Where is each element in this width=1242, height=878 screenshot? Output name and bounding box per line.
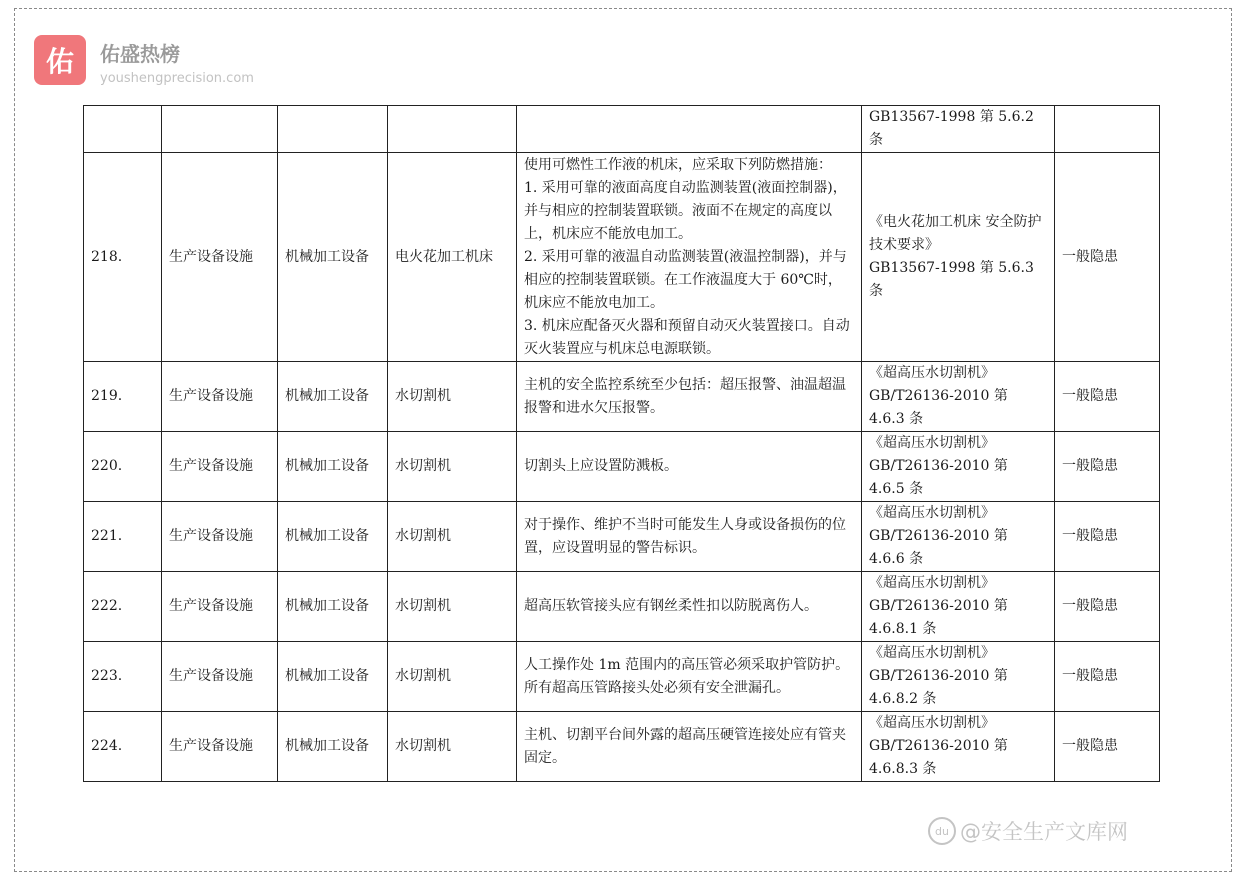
table-row [84, 572, 1160, 642]
cell-no: 223. [84, 642, 162, 712]
cell-subcategory: 机械加工设备 [278, 502, 388, 572]
cell-category: 生产设备设施 [162, 432, 278, 502]
cell-level: 一般隐患 [1055, 362, 1160, 432]
table-row [84, 712, 1160, 782]
cell-subcategory: 机械加工设备 [278, 572, 388, 642]
cell-category: 生产设备设施 [162, 712, 278, 782]
cell-category [162, 106, 278, 153]
cell-basis: GB13567-1998 第 5.6.2 条 [862, 106, 1055, 153]
cell-equipment: 水切割机 [388, 572, 517, 642]
cell-no: 221. [84, 502, 162, 572]
cell-category: 生产设备设施 [162, 572, 278, 642]
cell-level: 一般隐患 [1055, 712, 1160, 782]
cell-equipment [388, 106, 517, 153]
cell-equipment: 水切割机 [388, 432, 517, 502]
cell-basis: 《超高压水切割机》 GB/T26136-2010 第 4.6.6 条 [862, 502, 1055, 572]
cell-requirement: 主机、切割平台间外露的超高压硬管连接处应有管夹固定。 [517, 712, 862, 782]
cell-basis: 《超高压水切割机》 GB/T26136-2010 第 4.6.5 条 [862, 432, 1055, 502]
cell-category: 生产设备设施 [162, 153, 278, 362]
table-row [84, 153, 1160, 362]
hazard-table [83, 105, 1160, 782]
cell-basis: 《超高压水切割机》 GB/T26136-2010 第 4.6.8.1 条 [862, 572, 1055, 642]
cell-category: 生产设备设施 [162, 502, 278, 572]
cell-no: 218. [84, 153, 162, 362]
cell-requirement: 使用可燃性工作液的机床，应采取下列防燃措施： 1. 采用可靠的液面高度自动监测装置(液面控制器)，并与相应的控制装置联锁。液面不在规定的高度以上，机床应不能放电加工。 2. 采用可靠的液温自动监测装置(液温控制器)，并与相应的控制装置联锁。在工作液温度大于 60℃时，机床应不能放电加工。 3. 机床应配备灭火器和预留自动灭火装置接口。自动灭火装置应与机床总电源联锁。 [517, 153, 862, 362]
cell-equipment: 水切割机 [388, 362, 517, 432]
cell-no: 224. [84, 712, 162, 782]
cell-requirement [517, 106, 862, 153]
cell-subcategory: 机械加工设备 [278, 642, 388, 712]
cell-level: 一般隐患 [1055, 642, 1160, 712]
cell-equipment: 水切割机 [388, 642, 517, 712]
cell-subcategory: 机械加工设备 [278, 712, 388, 782]
cell-requirement: 切割头上应设置防溅板。 [517, 432, 862, 502]
cell-level: 一般隐患 [1055, 432, 1160, 502]
cell-basis: 《超高压水切割机》 GB/T26136-2010 第 4.6.8.2 条 [862, 642, 1055, 712]
cell-equipment: 水切割机 [388, 712, 517, 782]
cell-requirement: 主机的安全监控系统至少包括：超压报警、油温超温报警和进水欠压报警。 [517, 362, 862, 432]
cell-subcategory: 机械加工设备 [278, 432, 388, 502]
table-row [84, 502, 1160, 572]
table-row-continuation [84, 106, 1160, 153]
cell-equipment: 水切割机 [388, 502, 517, 572]
table-row [84, 432, 1160, 502]
brand-logo-icon: 佑 [34, 35, 86, 85]
cell-category: 生产设备设施 [162, 362, 278, 432]
cell-subcategory: 机械加工设备 [278, 362, 388, 432]
cell-no: 219. [84, 362, 162, 432]
cell-level [1055, 106, 1160, 153]
du-paw-icon: du [928, 817, 956, 845]
cell-level: 一般隐患 [1055, 502, 1160, 572]
cell-no: 220. [84, 432, 162, 502]
cell-level: 一般隐患 [1055, 572, 1160, 642]
watermark [928, 816, 1128, 846]
cell-no [84, 106, 162, 153]
cell-subcategory [278, 106, 388, 153]
cell-basis: 《超高压水切割机》 GB/T26136-2010 第 4.6.8.3 条 [862, 712, 1055, 782]
brand-name: 佑盛热榜 [100, 42, 180, 66]
cell-requirement: 对于操作、维护不当时可能发生人身或设备损伤的位置，应设置明显的警告标识。 [517, 502, 862, 572]
cell-equipment: 电火花加工机床 [388, 153, 517, 362]
cell-category: 生产设备设施 [162, 642, 278, 712]
table-row [84, 642, 1160, 712]
watermark-text: @安全生产文库网 [960, 820, 1128, 844]
cell-requirement: 人工操作处 1m 范围内的高压管必须采取护管防护。所有超高压管路接头处必须有安全泄漏孔。 [517, 642, 862, 712]
cell-level: 一般隐患 [1055, 153, 1160, 362]
cell-subcategory: 机械加工设备 [278, 153, 388, 362]
table-row [84, 362, 1160, 432]
cell-no: 222. [84, 572, 162, 642]
cell-requirement: 超高压软管接头应有钢丝柔性扣以防脱离伤人。 [517, 572, 862, 642]
cell-basis: 《电火花加工机床 安全防护技术要求》 GB13567-1998 第 5.6.3 条 [862, 153, 1055, 362]
brand-url: youshengprecision.com [100, 71, 254, 86]
cell-basis: 《超高压水切割机》 GB/T26136-2010 第 4.6.3 条 [862, 362, 1055, 432]
